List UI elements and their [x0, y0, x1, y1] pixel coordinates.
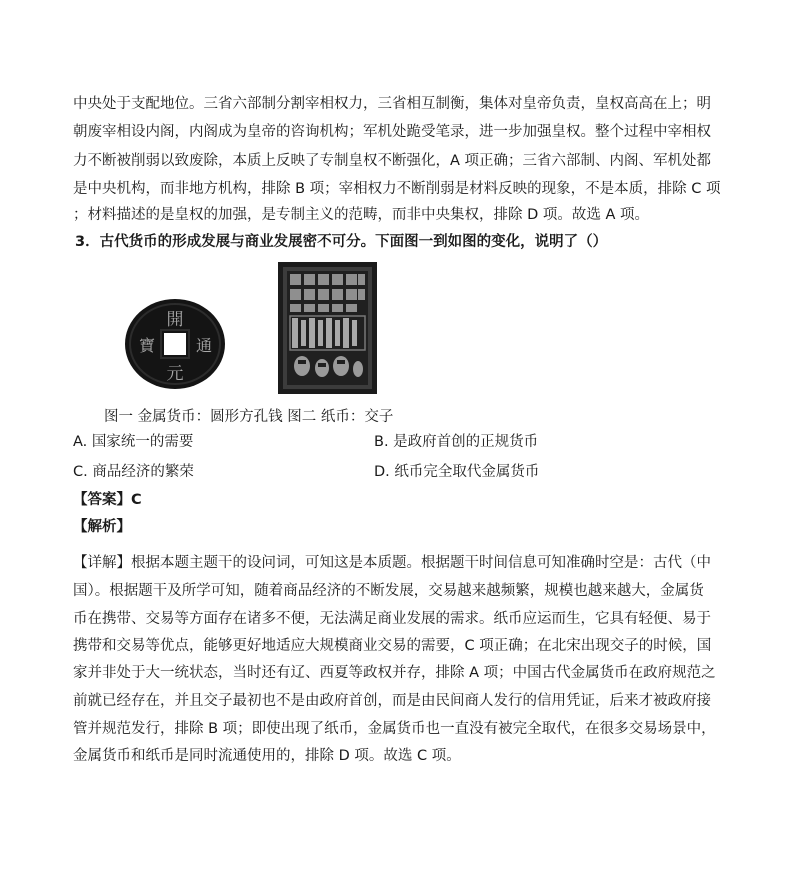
jiaozi-banknote-image [278, 262, 377, 394]
prev-explanation-line: ；材料描述的是皇权的加强，是专制主义的范畴，而非中央集权，排除 D 项。故选 A 项。 [73, 207, 650, 223]
coin-glyph-left: 寶 [138, 336, 156, 355]
analysis-label: 【解析】 [73, 519, 131, 535]
coin-glyph-bottom: 元 [166, 364, 184, 384]
prev-explanation-line: 朝废宰相设内阁，内阁成为皇帝的咨询机构；军机处跪受笔录，进一步加强皇权。整个过程中宰相权 [73, 124, 711, 140]
detail-line: 家并非处于大一统状态，当时还有辽、西夏等政权并存，排除 A 项；中国古代金属货币在政府规范之 [73, 665, 716, 681]
coin-glyph-top: 開 [166, 310, 184, 330]
detail-line: 国）。根据题干及所学可知，随着商品经济的不断发展，交易越来越频繁，规模也越来越大，金属货 [73, 583, 704, 599]
question-stem: 3．古代货币的形成发展与商业发展密不可分。下面图一到如图的变化，说明了（） [75, 234, 608, 250]
detail-line: 金属货币和纸币是同时流通使用的，排除 D 项。故选 C 项。 [73, 748, 461, 764]
detail-line: 币在携带、交易等方面存在诸多不便，无法满足商业发展的需求。纸币应运而生，它具有轻便、易于 [73, 611, 711, 627]
answer-label: 【答案】C [73, 492, 142, 508]
detail-line: 管并规范发行，排除 B 项；即使出现了纸币，金属货币也一直没有被完全取代，在很多交易场景中， [73, 721, 716, 737]
prev-explanation-line: 力不断被削弱以致废除，本质上反映了专制皇权不断强化，A 项正确；三省六部制、内阁、军机处都 [73, 153, 712, 169]
detail-line: 携带和交易等优点，能够更好地适应大规模商业交易的需要，C 项正确；在北宋出现交子的时候，国 [73, 638, 712, 654]
option-b[interactable]: B. 是政府首创的正规货币 [374, 434, 539, 450]
coin-glyph-right: 通 [195, 336, 213, 355]
prev-explanation-line: 中央处于支配地位。三省六部制分割宰相权力，三省相互制衡，集体对皇帝负责，皇权高高在上；明 [73, 96, 711, 112]
detail-line: 前就已经存在，并且交子最初也不是由政府首创，而是由民间商人发行的信用凭证，后来才被政府接 [73, 693, 711, 709]
option-a[interactable]: A. 国家统一的需要 [73, 434, 194, 450]
figure-caption: 图一 金属货币：圆形方孔钱 图二 纸币：交子 [104, 409, 394, 425]
coin-image [124, 298, 227, 390]
option-d[interactable]: D. 纸币完全取代金属货币 [374, 464, 540, 480]
detail-line: 【详解】根据本题主题干的设问词，可知这是本质题。根据题干时间信息可知准确时空是：古代（中 [73, 555, 711, 571]
option-c[interactable]: C. 商品经济的繁荣 [73, 464, 194, 480]
prev-explanation-line: 是中央机构，而非地方机构，排除 B 项；宰相权力不断削弱是材料反映的现象，不是本质，排除 C 项 [73, 181, 721, 197]
